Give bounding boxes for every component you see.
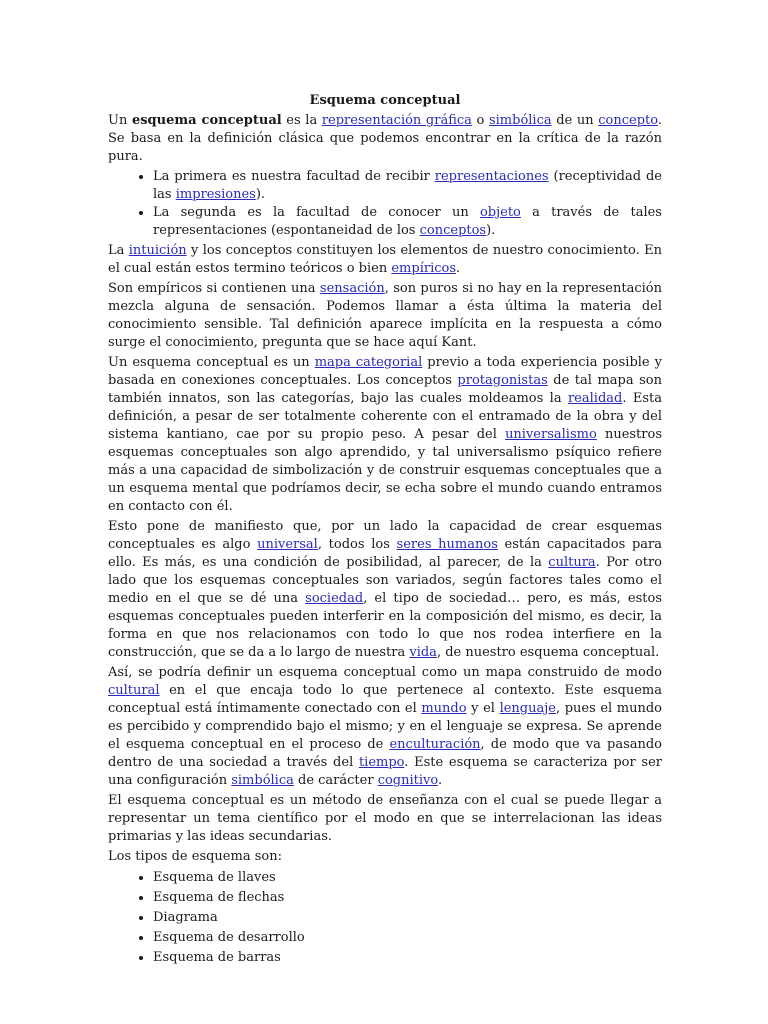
link-vida[interactable]: vida xyxy=(409,645,437,660)
list-item: • Esquema de desarrollo xyxy=(153,928,662,948)
text: . Se basa en la definición clásica que podemos encontrar en la crítica de la razón pura. xyxy=(108,113,662,164)
link-universal[interactable]: universal xyxy=(257,537,318,552)
text: ). xyxy=(486,223,496,238)
link-intuicion[interactable]: intuición xyxy=(128,243,187,258)
paragraph-universal xyxy=(108,518,662,662)
text: ). xyxy=(255,187,266,202)
text: en el que encaja todo lo que pertenece al contexto. Este esquema conceptual está íntimamente conectado con el xyxy=(108,683,662,716)
link-sensacion[interactable]: sensación xyxy=(319,281,385,296)
text: (receptividad de las xyxy=(153,169,662,202)
text: La segunda es la facultad de conocer un xyxy=(153,205,480,220)
text: . Este esquema se caracteriza por ser una configuración xyxy=(108,755,662,788)
link-simbolica-2[interactable]: simbólica xyxy=(231,773,294,788)
link-representacion-grafica[interactable]: representación gráfica xyxy=(321,113,472,128)
schema-types-list xyxy=(108,868,662,968)
link-lenguaje[interactable]: lenguaje xyxy=(499,701,556,716)
page-title: Esquema conceptual xyxy=(309,93,461,108)
list-item xyxy=(153,168,662,204)
list-item: • Diagrama xyxy=(153,908,662,928)
text: Esto pone de manifiesto que, por un lado la capacidad de crear esquemas conceptuales es algo xyxy=(108,519,662,552)
link-impresiones[interactable]: impresiones xyxy=(175,187,256,202)
text: El esquema conceptual es un método de enseñanza con el cual se puede llegar a representar un tema científico por el modo en que se interrelacionan las ideas primarias y las ideas secundarias. xyxy=(108,793,662,844)
link-seres-humanos[interactable]: seres humanos xyxy=(396,537,498,552)
text: . xyxy=(438,773,443,788)
list-item: • Esquema de barras xyxy=(153,948,662,968)
text: . Por otro lado que los esquemas conceptuales son variados, según factores tales como el medio en el que se dé una xyxy=(108,555,662,606)
faculties-list xyxy=(108,168,662,240)
text: Un esquema conceptual es un xyxy=(108,355,315,370)
paragraph-empiricos xyxy=(108,280,662,352)
link-universalismo[interactable]: universalismo xyxy=(505,427,597,442)
text: de carácter xyxy=(293,773,378,788)
text: y el xyxy=(466,701,500,716)
paragraph-tipos xyxy=(108,848,662,866)
text: a través de tales representaciones (espontaneidad de los xyxy=(153,205,662,238)
intro-paragraph xyxy=(108,112,662,166)
text: están capacitados para ello. Es más, es una condición de posibilidad, al parecer, de la xyxy=(108,537,662,570)
list-item: • Esquema de flechas xyxy=(153,888,662,908)
list-item: • Esquema de llaves xyxy=(153,868,662,888)
paragraph-mapa-categorial xyxy=(108,354,662,516)
text: y los conceptos constituyen los elementos de nuestro conocimiento. En el cual están estos termino teóricos o bien xyxy=(108,243,662,276)
list-item xyxy=(153,204,662,240)
text: nuestros esquemas conceptuales son algo aprendido, y tal universalismo psíquico refiere más a una capacidad de simbolización y de construir esquemas conceptuales que a un esquema mental que podríamos decir, se echa sobre el mundo cuando entramos en contacto con él. xyxy=(108,427,662,514)
text: es la xyxy=(281,113,322,128)
link-empiricos[interactable]: empíricos xyxy=(391,261,457,276)
link-concepto[interactable]: concepto xyxy=(598,113,658,128)
text: , todos los xyxy=(317,537,397,552)
link-sociedad[interactable]: sociedad xyxy=(305,591,364,606)
paragraph-intuicion xyxy=(108,242,662,278)
text: . xyxy=(456,261,461,276)
link-conceptos[interactable]: conceptos xyxy=(419,223,487,238)
text: , de nuestro esquema conceptual. xyxy=(436,645,660,660)
link-enculturacion[interactable]: enculturación xyxy=(389,737,481,752)
text: de un xyxy=(551,113,599,128)
paragraph-cultural xyxy=(108,664,662,790)
text: Un xyxy=(108,113,132,128)
text: Los tipos de esquema son: xyxy=(108,849,282,864)
text: o xyxy=(471,113,489,128)
link-representaciones[interactable]: representaciones xyxy=(434,169,549,184)
paragraph-metodo xyxy=(108,792,662,846)
link-cultural[interactable]: cultural xyxy=(108,683,160,698)
text: previo a toda experiencia posible y basada en conexiones conceptuales. Los conceptos xyxy=(108,355,662,388)
text: Así, se podría definir un esquema conceptual como un mapa construido de modo xyxy=(108,665,662,680)
text: , el tipo de sociedad… pero, es más, estos esquemas conceptuales pueden interferir en la composición del mismo, es decir, la forma en que nos relacionamos con todo lo que nos rodea interfiere en la construcción, que se da a lo largo de nuestra xyxy=(108,591,662,660)
text: La xyxy=(108,243,129,258)
link-objeto[interactable]: objeto xyxy=(479,205,521,220)
text: Son empíricos si contienen una xyxy=(108,281,320,296)
text: , pues el mundo es percibido y comprendido bajo el mismo; y en el lenguaje se expresa. Se aprende el esquema conceptual en el proceso de xyxy=(108,701,662,752)
link-tiempo[interactable]: tiempo xyxy=(358,755,405,770)
link-mundo[interactable]: mundo xyxy=(421,701,467,716)
link-mapa-categorial[interactable]: mapa categorial xyxy=(314,355,423,370)
link-cognitivo[interactable]: cognitivo xyxy=(377,773,438,788)
link-protagonistas[interactable]: protagonistas xyxy=(457,373,548,388)
text: , de modo que va pasando dentro de una sociedad a través del xyxy=(108,737,663,770)
text: . Esta definición, a pesar de ser totalmente coherente con el entramado de la obra y del sistema kantiano, cae por su propio peso. A pesar del xyxy=(108,391,662,442)
link-simbolica[interactable]: simbólica xyxy=(488,113,552,128)
text: de tal mapa son también innatos, son las categorías, bajo las cuales moldeamos la xyxy=(108,373,663,406)
link-cultura[interactable]: cultura xyxy=(548,555,596,570)
link-realidad[interactable]: realidad xyxy=(567,391,623,406)
text: , son puros si no hay en la representación mezcla alguna de sensación. Podemos llamar a ésta última la materia del conocimiento sensible. Tal definición aparece implícita en la respuesta a cómo surge el conocimiento, pregunta que se hace aquí Kant. xyxy=(108,281,662,350)
bold-term: esquema conceptual xyxy=(131,113,282,128)
text: La primera es nuestra facultad de recibir xyxy=(153,169,435,184)
